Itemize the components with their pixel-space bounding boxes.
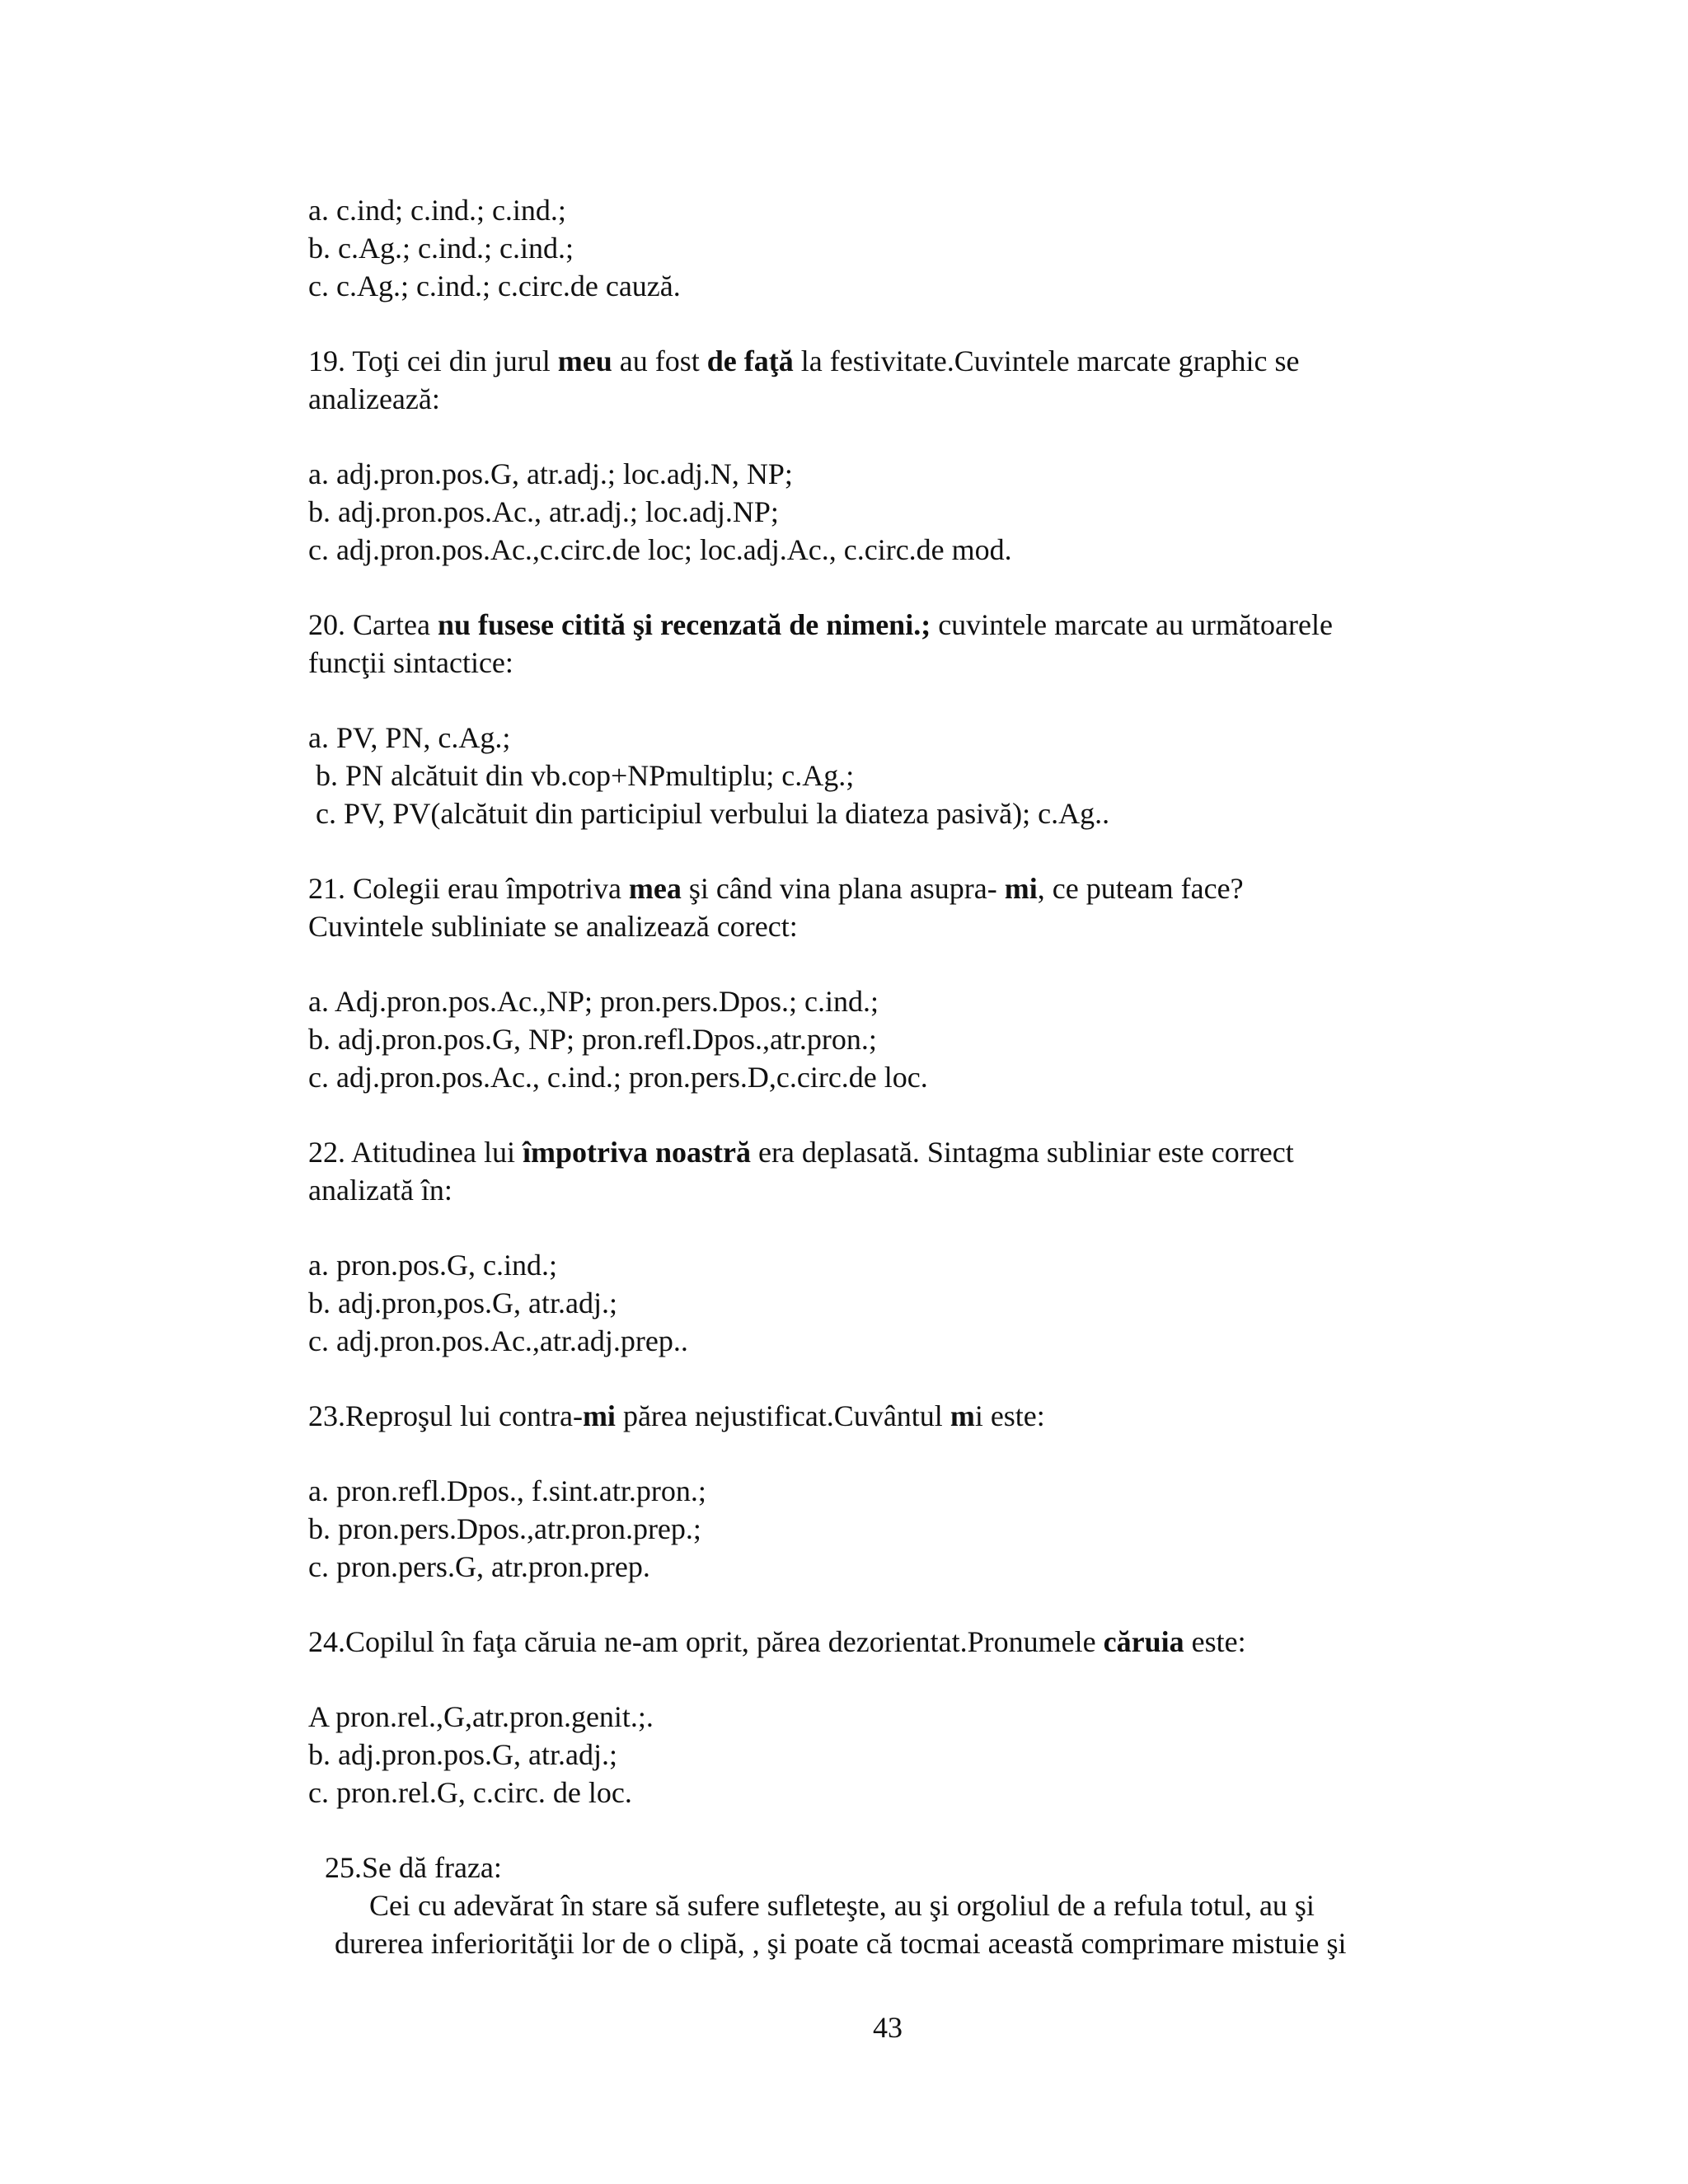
option-c: c. adj.pron.pos.Ac.,atr.adj.prep.. [308,1324,688,1357]
option-a: a. Adj.pron.pos.Ac.,NP; pron.pers.Dpos.; c.ind.; [308,985,879,1018]
question-text-cont: analizează: [308,382,440,415]
question-23 [308,1397,1462,1435]
option-c: c. adj.pron.pos.Ac.,c.circ.de loc; loc.adj.Ac., c.circ.de mod. [308,533,1012,566]
question-21 [308,869,1462,945]
option-c: c. pron.pers.G, atr.pron.prep. [308,1550,650,1583]
question-text: 22. Atitudinea lui împotriva noastră era deplasată. Sintagma subliniar este correct [308,1136,1294,1169]
question-text: 19. Toţi cei din jurul meu au fost de faţă la festivitate.Cuvintele marcate graphic se [308,344,1300,377]
option-b: b. pron.pers.Dpos.,atr.pron.prep.; [308,1512,701,1545]
question-22-options [308,1246,1462,1360]
question-text: 21. Colegii erau împotriva mea şi când vina plana asupra- mi, ce puteam face? [308,872,1244,905]
question-19 [308,342,1462,418]
option-b: b. adj.pron.pos.G, atr.adj.; [308,1738,617,1771]
question-text: 24.Copilul în faţa căruia ne-am oprit, părea dezorientat.Pronumele căruia este: [308,1625,1246,1658]
quoted-sentence-line-1: Cei cu adevărat în stare să sufere sufleteşte, au şi orgoliul de a refula totul, au şi [369,1889,1315,1922]
option-b: b. PN alcătuit din vb.cop+NPmultiplu; c.Ag.; [316,759,855,792]
option-c: c. pron.rel.G, c.circ. de loc. [308,1776,632,1809]
question-19-options [308,455,1462,569]
question-20 [308,606,1462,682]
option-a: a. pron.pos.G, c.ind.; [308,1249,557,1282]
option-a: a. c.ind; c.ind.; c.ind.; [308,194,566,227]
option-a: A pron.rel.,G,atr.pron.genit.;. [308,1700,654,1733]
question-text: 20. Cartea nu fusese citită şi recenzată de nimeni.; cuvintele marcate au următoarele [308,608,1333,641]
option-a: a. adj.pron.pos.G, atr.adj.; loc.adj.N, NP; [308,457,793,490]
option-b: b. adj.pron,pos.G, atr.adj.; [308,1286,617,1319]
quoted-sentence-line-2: durerea inferiorităţii lor de o clipă, , şi poate că tocmai această comprimare mistuie şi [335,1927,1347,1960]
question-text-cont: funcţii sintactice: [308,646,513,679]
question-18-options [308,191,1462,305]
page-number: 43 [873,2011,903,2044]
option-a: a. pron.refl.Dpos., f.sint.atr.pron.; [308,1474,706,1507]
question-text-cont: Cuvintele subliniate se analizează corect: [308,910,798,943]
question-25 [308,1849,1462,1962]
option-c: c. PV, PV(alcătuit din participiul verbului la diateza pasivă); c.Ag.. [316,797,1110,830]
option-a: a. PV, PN, c.Ag.; [308,721,511,754]
question-22 [308,1133,1462,1209]
option-b: b. c.Ag.; c.ind.; c.ind.; [308,232,574,265]
option-c: c. c.Ag.; c.ind.; c.circ.de cauză. [308,269,681,302]
option-b: b. adj.pron.pos.G, NP; pron.refl.Dpos.,atr.pron.; [308,1023,877,1056]
question-text-cont: analizată în: [308,1174,452,1207]
document-page [308,191,1462,1962]
option-c: c. adj.pron.pos.Ac., c.ind.; pron.pers.D,c.circ.de loc. [308,1061,928,1094]
question-24 [308,1623,1462,1661]
question-24-options [308,1698,1462,1811]
question-21-options [308,982,1462,1096]
option-b: b. adj.pron.pos.Ac., atr.adj.; loc.adj.NP; [308,495,779,528]
question-text: 23.Reproşul lui contra-mi părea nejustificat.Cuvântul mi este: [308,1399,1045,1432]
question-23-options [308,1472,1462,1586]
question-20-options [308,719,1462,832]
question-heading: 25.Se dă fraza: [325,1851,502,1884]
